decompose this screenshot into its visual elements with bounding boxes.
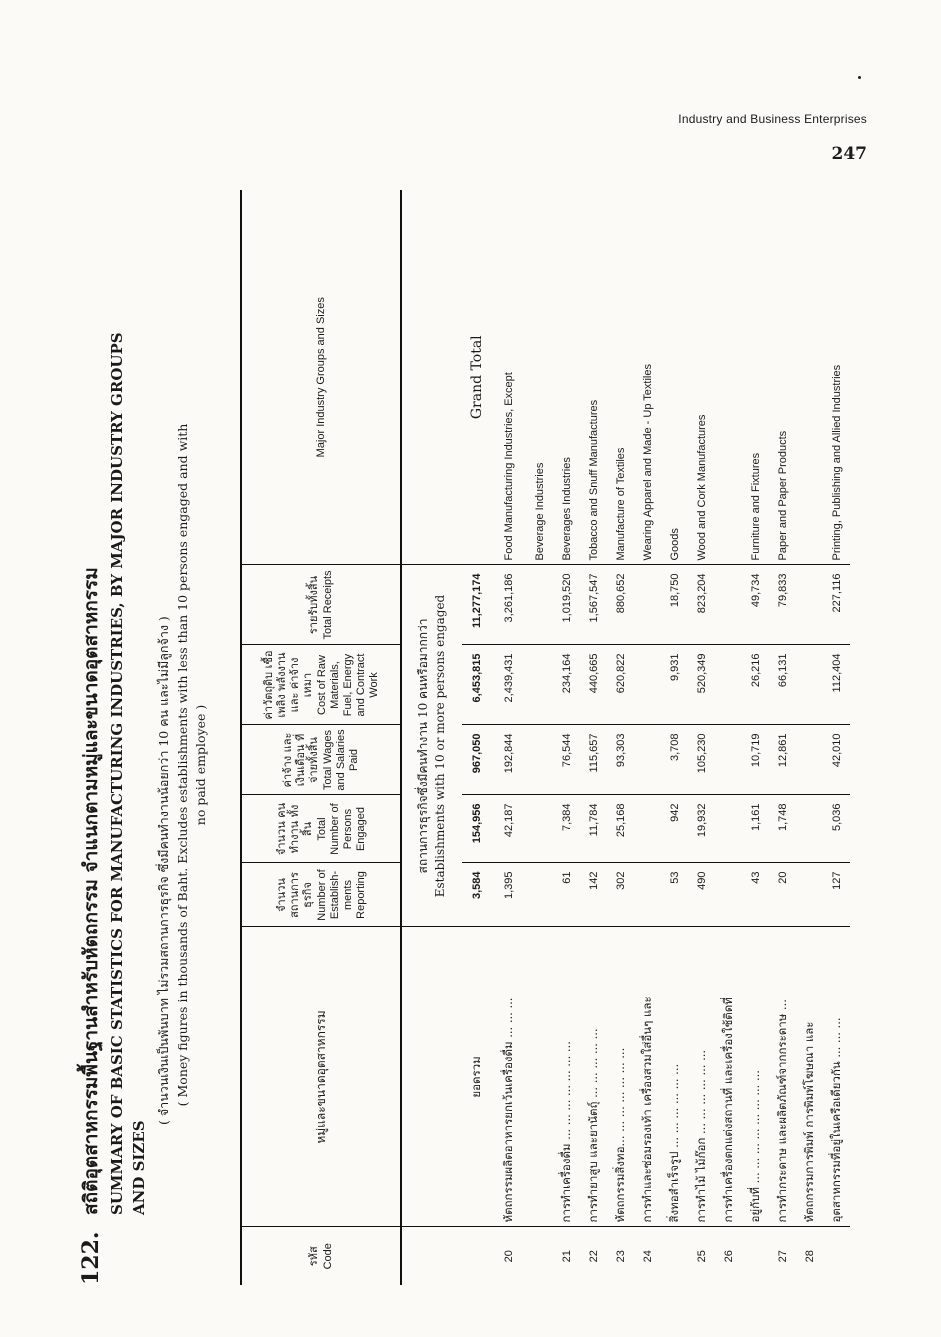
- cell-thai: อุตสาหกรรมที่อยู่ในเครือเดียวกัน ... ... ...: [823, 927, 850, 1227]
- cell-wages: [634, 725, 661, 795]
- cell-thai: การทำเครื่องตกแต่งสถานที่ และเครื่องใช้ติดที่: [715, 927, 742, 1227]
- header-code: รหัส Code: [241, 1227, 401, 1285]
- table-number: 122.: [78, 1231, 104, 1285]
- cell-cost: 9,931: [661, 645, 688, 725]
- cell-establishments: 127: [823, 863, 850, 927]
- cell-en: Paper and Paper Products: [769, 190, 796, 565]
- table-row: [715, 190, 742, 1285]
- table-row: [823, 190, 850, 1285]
- grand-total-wages: 967,050: [462, 725, 492, 795]
- cell-wages: 42,010: [823, 725, 850, 795]
- cell-code: 24: [641, 1250, 654, 1263]
- header-row: [241, 190, 401, 1285]
- cell-cost: 440,665: [580, 645, 607, 725]
- cell-en: Tobacco and Snuff Manufactures: [580, 190, 607, 565]
- cell-thai: การทำและซ่อมรองเท้า เครื่องสวมใส่อื่นๆ และ: [634, 927, 661, 1227]
- cell-thai: หัตถกรรมสิ่งทอ... ... ... ... ... ... ...: [607, 927, 634, 1227]
- cell-persons: [715, 795, 742, 863]
- cell-en: Food Manufacturing Industries, Except: [492, 190, 526, 565]
- cell-establishments: [796, 863, 823, 927]
- grand-total-establishments: 3,584: [462, 863, 492, 927]
- cell-thai: หัตถกรรมผลิตอาหารยกเว้นเครื่องดื่ม ... ... ...: [492, 927, 526, 1227]
- table-row: [607, 190, 634, 1285]
- cell-cost: 520,349: [688, 645, 715, 725]
- cell-cost: [715, 645, 742, 725]
- note-thai: ( จำนวนเงินเป็นพันบาท ไม่รวมสถานการธุรกิจ ซึ่งมีคนทำงานน้อยกว่า 10 คน และไม่มีลูกจ้าง ): [156, 616, 171, 1125]
- cell-receipts: 3,261,186: [492, 565, 526, 645]
- cell-wages: 93,303: [607, 725, 634, 795]
- cell-cost: [796, 645, 823, 725]
- table-row: [580, 190, 607, 1285]
- cell-establishments: 43: [742, 863, 769, 927]
- table-row: [634, 190, 661, 1285]
- statistics-table: [240, 190, 850, 1285]
- cell-thai: การทำยาสูบ และยานัตถุ์ ... ... ... ... ...: [580, 927, 607, 1227]
- running-head: Industry and Business Enterprises: [678, 112, 867, 126]
- grand-total-row: [462, 190, 492, 1285]
- cell-code: 26: [722, 1250, 735, 1263]
- cell-wages: 115,657: [580, 725, 607, 795]
- cell-code: 22: [587, 1250, 600, 1263]
- cell-persons: 25,168: [607, 795, 634, 863]
- cell-cost: 66,131: [769, 645, 796, 725]
- section-title: สถานการธุรกิจซึ่งมีคนทำงาน 10 คนหรือมากกว่า Establishments with 10 or more persons engaged: [401, 565, 462, 927]
- cell-receipts: [526, 565, 553, 645]
- cell-persons: 42,187: [492, 795, 526, 863]
- cell-en: [715, 190, 742, 565]
- cell-thai: หัตถกรรมการพิมพ์ การพิมพ์โฆษณา และ: [796, 927, 823, 1227]
- cell-receipts: 880,652: [607, 565, 634, 645]
- grand-total-cost: 6,453,815: [462, 645, 492, 725]
- header-group-english: Major Industry Groups and Sizes: [241, 190, 401, 565]
- section-row: [401, 190, 462, 1285]
- cell-persons: 7,384: [553, 795, 580, 863]
- header-group-thai: หมู่และขนาดอุตสาหกรรม: [241, 927, 401, 1227]
- cell-thai: การทำเครื่องดื่ม ... ... ... ... ... ... ...: [553, 927, 580, 1227]
- cell-wages: 192,844: [492, 725, 526, 795]
- cell-receipts: 1,019,520: [553, 565, 580, 645]
- cell-persons: 1,161: [742, 795, 769, 863]
- cell-establishments: 302: [607, 863, 634, 927]
- cell-receipts: [715, 565, 742, 645]
- cell-persons: [796, 795, 823, 863]
- cell-cost: 620,822: [607, 645, 634, 725]
- table-row: [661, 190, 688, 1285]
- cell-persons: 942: [661, 795, 688, 863]
- cell-establishments: 1,395: [492, 863, 526, 927]
- grand-total-receipts: 11,277,174: [462, 565, 492, 645]
- cell-receipts: [796, 565, 823, 645]
- cell-code: 20: [503, 1250, 515, 1263]
- page-number: 247: [831, 144, 867, 164]
- grand-total-label-english: Grand Total: [462, 190, 492, 565]
- header-persons: จำนวน คนทำงาน ทั้งสิ้น Total Number of Persons Engaged: [241, 795, 401, 863]
- cell-en: Wood and Cork Manufactures: [688, 190, 715, 565]
- cell-cost: [634, 645, 661, 725]
- cell-cost: [526, 645, 553, 725]
- cell-establishments: [634, 863, 661, 927]
- cell-receipts: 1,567,547: [580, 565, 607, 645]
- cell-thai: การทำไม้ ไม้ก๊อก ... ... ... ... ... ...: [688, 927, 715, 1227]
- cell-wages: [796, 725, 823, 795]
- cell-en: Goods: [661, 190, 688, 565]
- cell-establishments: 61: [553, 863, 580, 927]
- cell-code: [742, 1227, 769, 1285]
- title-thai: สถิติอุตสาหกรรมพื้นฐานสำหรับหัตถกรรม จำแนกตามหมู่และขนาดอุตสาหกรรม: [80, 567, 102, 1215]
- cell-code: 25: [695, 1250, 708, 1263]
- note-english: ( Money figures in thousands of Baht. Excludes establishments with less than 10 persons engaged and with no paid employee ): [175, 423, 208, 1107]
- header-establishments: จำนวน สถานการ ธุรกิจ Number of Establish- ments Reporting: [241, 863, 401, 927]
- cell-establishments: 53: [661, 863, 688, 927]
- cell-receipts: [634, 565, 661, 645]
- cell-code: 27: [776, 1250, 789, 1263]
- cell-code: 23: [614, 1250, 627, 1263]
- cell-thai: สิ่งทอสำเร็จรูป ... ... ... ... ... ...: [661, 927, 688, 1227]
- cell-establishments: [715, 863, 742, 927]
- rotated-table-page: [70, 165, 880, 1285]
- cell-persons: 19,932: [688, 795, 715, 863]
- cell-en: Furniture and Fixtures: [742, 190, 769, 565]
- cell-code: [823, 1227, 850, 1285]
- cell-en: Manufacture of Textiles: [607, 190, 634, 565]
- cell-persons: 1,748: [769, 795, 796, 863]
- ink-speck: [858, 76, 861, 79]
- cell-thai: การทำกระดาษ และผลิตภัณฑ์จากกระดาษ ...: [769, 927, 796, 1227]
- cell-en: Printing, Publishing and Allied Industries: [823, 190, 850, 565]
- cell-receipts: 823,204: [688, 565, 715, 645]
- cell-thai: อยู่กับที่ ... ... ... ... ... ... ... ...: [742, 927, 769, 1227]
- cell-persons: 11,784: [580, 795, 607, 863]
- table-row: [688, 190, 715, 1285]
- cell-cost: 234,164: [553, 645, 580, 725]
- cell-code: 21: [560, 1250, 573, 1263]
- cell-cost: 112,404: [823, 645, 850, 725]
- header-receipts: รายรับทั้งสิ้น Total Receipts: [241, 565, 401, 645]
- table-row: [769, 190, 796, 1285]
- cell-cost: 2,439,431: [492, 645, 526, 725]
- header-cost: ค่าวัตถุดิบ เชื้อเพลิง พลังงานและ ค่าจ้างเหมา Cost of Raw Materials, Fuel, Energy and Contract Work: [241, 645, 401, 725]
- table-row: [742, 190, 769, 1285]
- cell-wages: 12,861: [769, 725, 796, 795]
- cell-receipts: 49,734: [742, 565, 769, 645]
- cell-wages: 10,719: [742, 725, 769, 795]
- cell-wages: 105,230: [688, 725, 715, 795]
- cell-wages: 3,708: [661, 725, 688, 795]
- cell-wages: 76,544: [553, 725, 580, 795]
- cell-establishments: 20: [769, 863, 796, 927]
- table-row: [526, 190, 553, 1285]
- cell-wages: [526, 725, 553, 795]
- cell-en: Wearing Apparel and Made - Up Textiles: [634, 190, 661, 565]
- cell-persons: [526, 795, 553, 863]
- header-wages: ค่าจ้าง และเงินเดือน ที่จ่ายทั้งสิ้น Total Wages and Salaries Paid: [241, 725, 401, 795]
- cell-establishments: [526, 863, 553, 927]
- cell-thai: [526, 927, 553, 1227]
- cell-en: [796, 190, 823, 565]
- cell-wages: [715, 725, 742, 795]
- cell-en: Beverage Industries: [526, 190, 553, 565]
- cell-establishments: 142: [580, 863, 607, 927]
- table-row: [553, 190, 580, 1285]
- cell-establishments: 490: [688, 863, 715, 927]
- cell-cost: 26,216: [742, 645, 769, 725]
- cell-persons: 5,036: [823, 795, 850, 863]
- cell-receipts: 18,750: [661, 565, 688, 645]
- cell-en: Beverages Industries: [553, 190, 580, 565]
- cell-receipts: 79,833: [769, 565, 796, 645]
- cell-persons: [634, 795, 661, 863]
- cell-receipts: 227,116: [823, 565, 850, 645]
- table-row: [492, 190, 526, 1285]
- cell-code: 28: [803, 1250, 816, 1263]
- cell-code: [661, 1227, 688, 1285]
- table-row: [796, 190, 823, 1285]
- title-english: SUMMARY OF BASIC STATISTICS FOR MANUFACTURING INDUSTRIES, BY MAJOR INDUSTRY GROUPS AND SIZES: [108, 332, 148, 1215]
- cell-code: [526, 1227, 553, 1285]
- grand-total-label-thai: ยอดรวม: [462, 927, 492, 1227]
- grand-total-persons: 154,956: [462, 795, 492, 863]
